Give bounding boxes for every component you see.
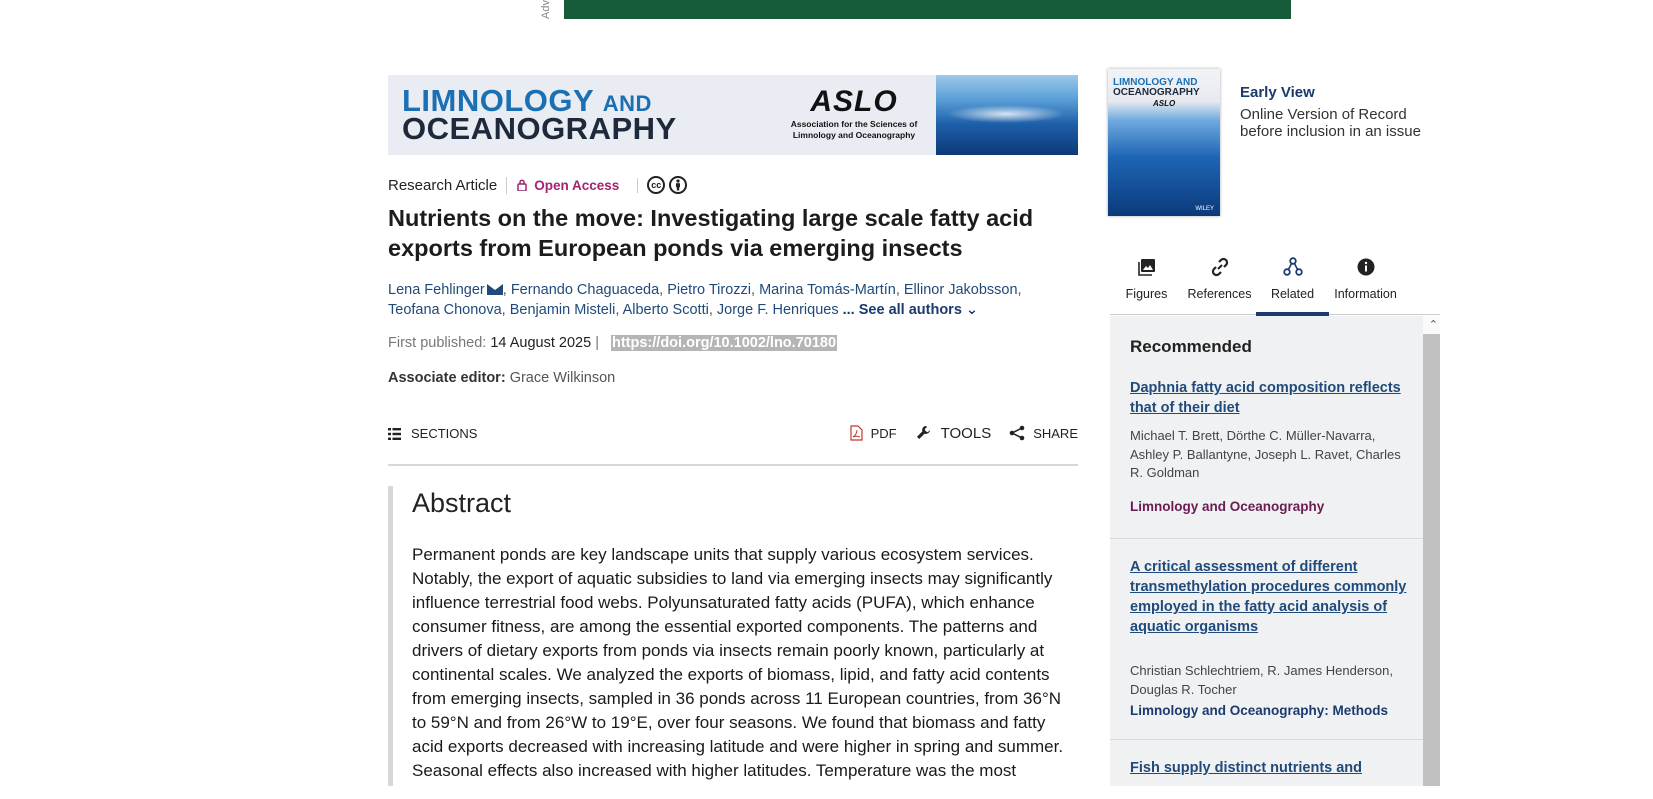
- chevron-down-icon: ⌄: [965, 302, 979, 318]
- recommended-item-journal[interactable]: Limnology and Oceanography: [1130, 499, 1325, 514]
- doi-link[interactable]: https://doi.org/10.1002/lno.70180: [612, 335, 837, 351]
- open-access-badge[interactable]: Open Access: [517, 178, 638, 193]
- journal-title-line2: OCEANOGRAPHY: [402, 111, 677, 146]
- article-meta-row: [388, 174, 687, 196]
- recommended-item-title[interactable]: Fish supply distinct nutrients and: [1130, 760, 1363, 776]
- tools-button[interactable]: TOOLS: [915, 424, 992, 442]
- see-all-authors-toggle[interactable]: ... See all authors ⌄: [842, 302, 979, 318]
- sections-button[interactable]: SECTIONS: [388, 426, 477, 441]
- network-icon: [1283, 257, 1303, 277]
- recommended-item: [1110, 538, 1423, 740]
- abstract-text: Permanent ponds are key landscape units that supply various ecosystem services. Notably, the export of aquatic subsidies to land via emerging insects may significantly influence terrestrial food webs. Polyunsaturated fatty acids (PUFA), which enhance consumer fitness, are among the essential exported components. The patterns and drivers of dietary exports from ponds via insects remain poorly known, particularly at continental scales. We analyzed the exports of biomass, lipid, and fatty acid contents from emerging insects, sampled in 36 ponds across 11 European countries, from 36°N to 59°N and from 26°W to 19°E, over four seasons. We found that biomass and fatty acid exports decreased with increasing latitude and were higher in spring and summer. Seasonal effects also increased with higher latitudes. Temperature was the most: [412, 545, 1064, 780]
- abstract-heading: Abstract: [412, 488, 512, 518]
- journal-title-line1: LIMNOLOGY AND: [402, 83, 652, 118]
- publication-date: 14 August 2025: [490, 335, 592, 351]
- sidebar-tabs: [1110, 250, 1440, 315]
- author-link[interactable]: Fernando Chaguaceda: [510, 282, 660, 298]
- early-view-description: Online Version of Record before inclusion in an issue: [1240, 106, 1421, 140]
- mail-icon[interactable]: [487, 284, 503, 295]
- pdf-button[interactable]: PDF: [850, 425, 897, 441]
- author-link[interactable]: Jorge F. Henriques: [716, 302, 839, 318]
- author-link[interactable]: Pietro Tirozzi: [667, 282, 752, 298]
- author-link[interactable]: Alberto Scotti: [622, 302, 709, 318]
- recommended-item: [1110, 316, 1423, 539]
- link-icon: [1210, 257, 1230, 277]
- recommended-item: [1110, 739, 1423, 799]
- image-icon: [1138, 258, 1156, 276]
- ad-label: Adv: [540, 0, 552, 19]
- journal-banner[interactable]: [388, 75, 1078, 155]
- author-link[interactable]: Marina Tomás-Martín: [759, 282, 896, 298]
- author-link[interactable]: Benjamin Misteli: [509, 302, 616, 318]
- tab-related[interactable]: Related: [1256, 250, 1329, 314]
- share-icon: [1009, 425, 1025, 441]
- recommended-item-title[interactable]: A critical assessment of different transmethylation procedures commonly employed in the fatty acid analysis of aquatic organisms: [1130, 559, 1407, 635]
- associate-editor: Associate editor: Grace Wilkinson: [388, 370, 616, 386]
- creative-commons-icon[interactable]: cc: [647, 176, 665, 194]
- recommended-item-authors: Christian Schlechtriem, R. James Henderson, Douglas R. Tocher: [1130, 663, 1393, 697]
- article-title: Nutrients on the move: Investigating large scale fatty acid exports from European ponds via emerging insects: [388, 205, 1034, 261]
- wrench-icon: [915, 424, 933, 442]
- scrollbar-thumb[interactable]: [1423, 334, 1440, 786]
- share-button[interactable]: SHARE: [1009, 425, 1078, 441]
- author-link[interactable]: Teofana Chonova: [388, 302, 502, 318]
- tab-references[interactable]: References: [1183, 250, 1256, 314]
- author-link[interactable]: Lena Fehlinger: [388, 282, 485, 298]
- recommended-scrollbar[interactable]: [1423, 316, 1440, 786]
- author-list: Lena Fehlinger , Fernando Chaguaceda, Pietro Tirozzi, Marina Tomás-Martín, Ellinor Jakobsson, Teofana Chonova, Benjamin Misteli, Alberto Scotti, Jorge F. Henriques ... See all authors ⌄: [388, 282, 1022, 318]
- author-link[interactable]: Ellinor Jakobsson: [903, 282, 1018, 298]
- scroll-up-icon[interactable]: ⌃: [1428, 319, 1438, 331]
- recommended-panel: [1110, 316, 1440, 786]
- article-type: Research Article: [388, 177, 507, 194]
- lock-icon: [517, 179, 527, 191]
- pdf-icon: [850, 425, 863, 441]
- recommended-item-title[interactable]: Daphnia fatty acid composition reflects that of their diet: [1130, 380, 1401, 416]
- publication-info: First published: 14 August 2025 | https://doi.org/10.1002/lno.70180: [388, 335, 837, 351]
- recommended-item-authors: Michael T. Brett, Dörthe C. Müller-Navarra, Ashley P. Ballantyne, Joseph L. Ravet, Charles R. Goldman: [1130, 428, 1401, 480]
- info-icon: [1357, 258, 1375, 276]
- society-logo: ASLO Association for the Sciences of Limnology and Oceanography: [790, 85, 918, 140]
- early-view-info: [1240, 84, 1430, 140]
- ocean-wave-image: [936, 75, 1078, 155]
- attribution-icon[interactable]: [669, 176, 687, 194]
- early-view-label[interactable]: Early View: [1240, 84, 1315, 101]
- list-icon: [388, 428, 401, 440]
- tab-information[interactable]: Information: [1329, 250, 1402, 314]
- recommended-heading: Recommended: [1130, 337, 1252, 356]
- advertisement-banner[interactable]: [564, 0, 1291, 19]
- tab-figures[interactable]: Figures: [1110, 250, 1183, 314]
- article-toolbar: [388, 424, 1078, 466]
- recommended-item-journal[interactable]: Limnology and Oceanography: Methods: [1130, 703, 1389, 718]
- abstract-section: [388, 486, 1078, 786]
- journal-cover-image[interactable]: LIMNOLOGY AND OCEANOGRAPHY ASLO WILEY: [1108, 69, 1220, 216]
